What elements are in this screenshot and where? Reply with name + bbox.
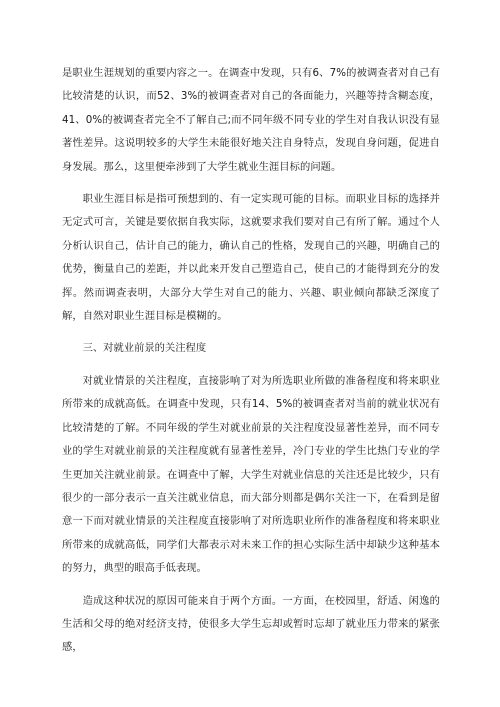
paragraph-employment-attention: 对就业情景的关注程度，直接影响了对为所选职业所做的准备程度和将来职业所带来的成就高低。在调查中发现，只有14、5%的被调查者对当前的就业状况有比较清楚的了解。不同年级的学生对就业前景的关注程度没显著性差异，而不同专业的学生对就业前景的关注程度就有显著性差异，冷门专业的学生比热门专业的学生更加关注就业前景。在调查中了解，大学生对就业信息的关注还是比较少，只有很少的一部分表示一直关注就业信息，而大部分则都是偶尔关注一下，在看到是留意一下而对就业情景的关注程度直接影响了对所选职业所作的准备程度和将来职业所带来的成就高低，同学们大都表示对未来工作的担心实际生活中却缺少这种基本的努力，典型的眼高手低表现。 — [62, 374, 440, 575]
paragraph-career-self-awareness: 是职业生涯规划的重要内容之一。在调查中发现，只有6、7%的被调查者对自己有比较清楚的认识，而52、3%的被调查者对自己的各面能力，兴趣等持含糊态度，41、0%的被调查者完全不了解自己;而不同年级不同专业的学生对自我认识没有显著性差异。这说明较多的大学生未能很好地关注自身特点，发现自身问题，促进自身发展。那么，这里便牵涉到了大学生就业生涯目标的问题。 — [62, 67, 440, 173]
paragraph-causes: 造成这种状况的原因可能来自于两个方面。一方面，在校园里，舒适、闲逸的生活和父母的绝对经济支持，使很多大学生忘却或暂时忘却了就业压力带来的紧张感， — [62, 594, 440, 654]
paragraph-career-goals: 职业生涯目标是指可预想到的、有一定实现可能的目标。而职业目标的选择并无定式可言，关键是要依据自我实际，这就要求我们要对自己有所了解。通过个人分析认识自己，估计自己的能力，确认自己的性格，发现自己的兴趣，明确自己的优势，衡量自己的差距，并以此来开发自己塑造自己，使自己的才能得到充分的发挥。然而调查表明，大部分大学生对自己的能力、兴趣、职业倾向都缺乏深度了解，自然对职业生涯目标是模糊的。 — [62, 193, 440, 323]
document-page — [62, 62, 440, 669]
section-heading-employment-prospects: 三、对就业前景的关注程度 — [82, 342, 207, 355]
